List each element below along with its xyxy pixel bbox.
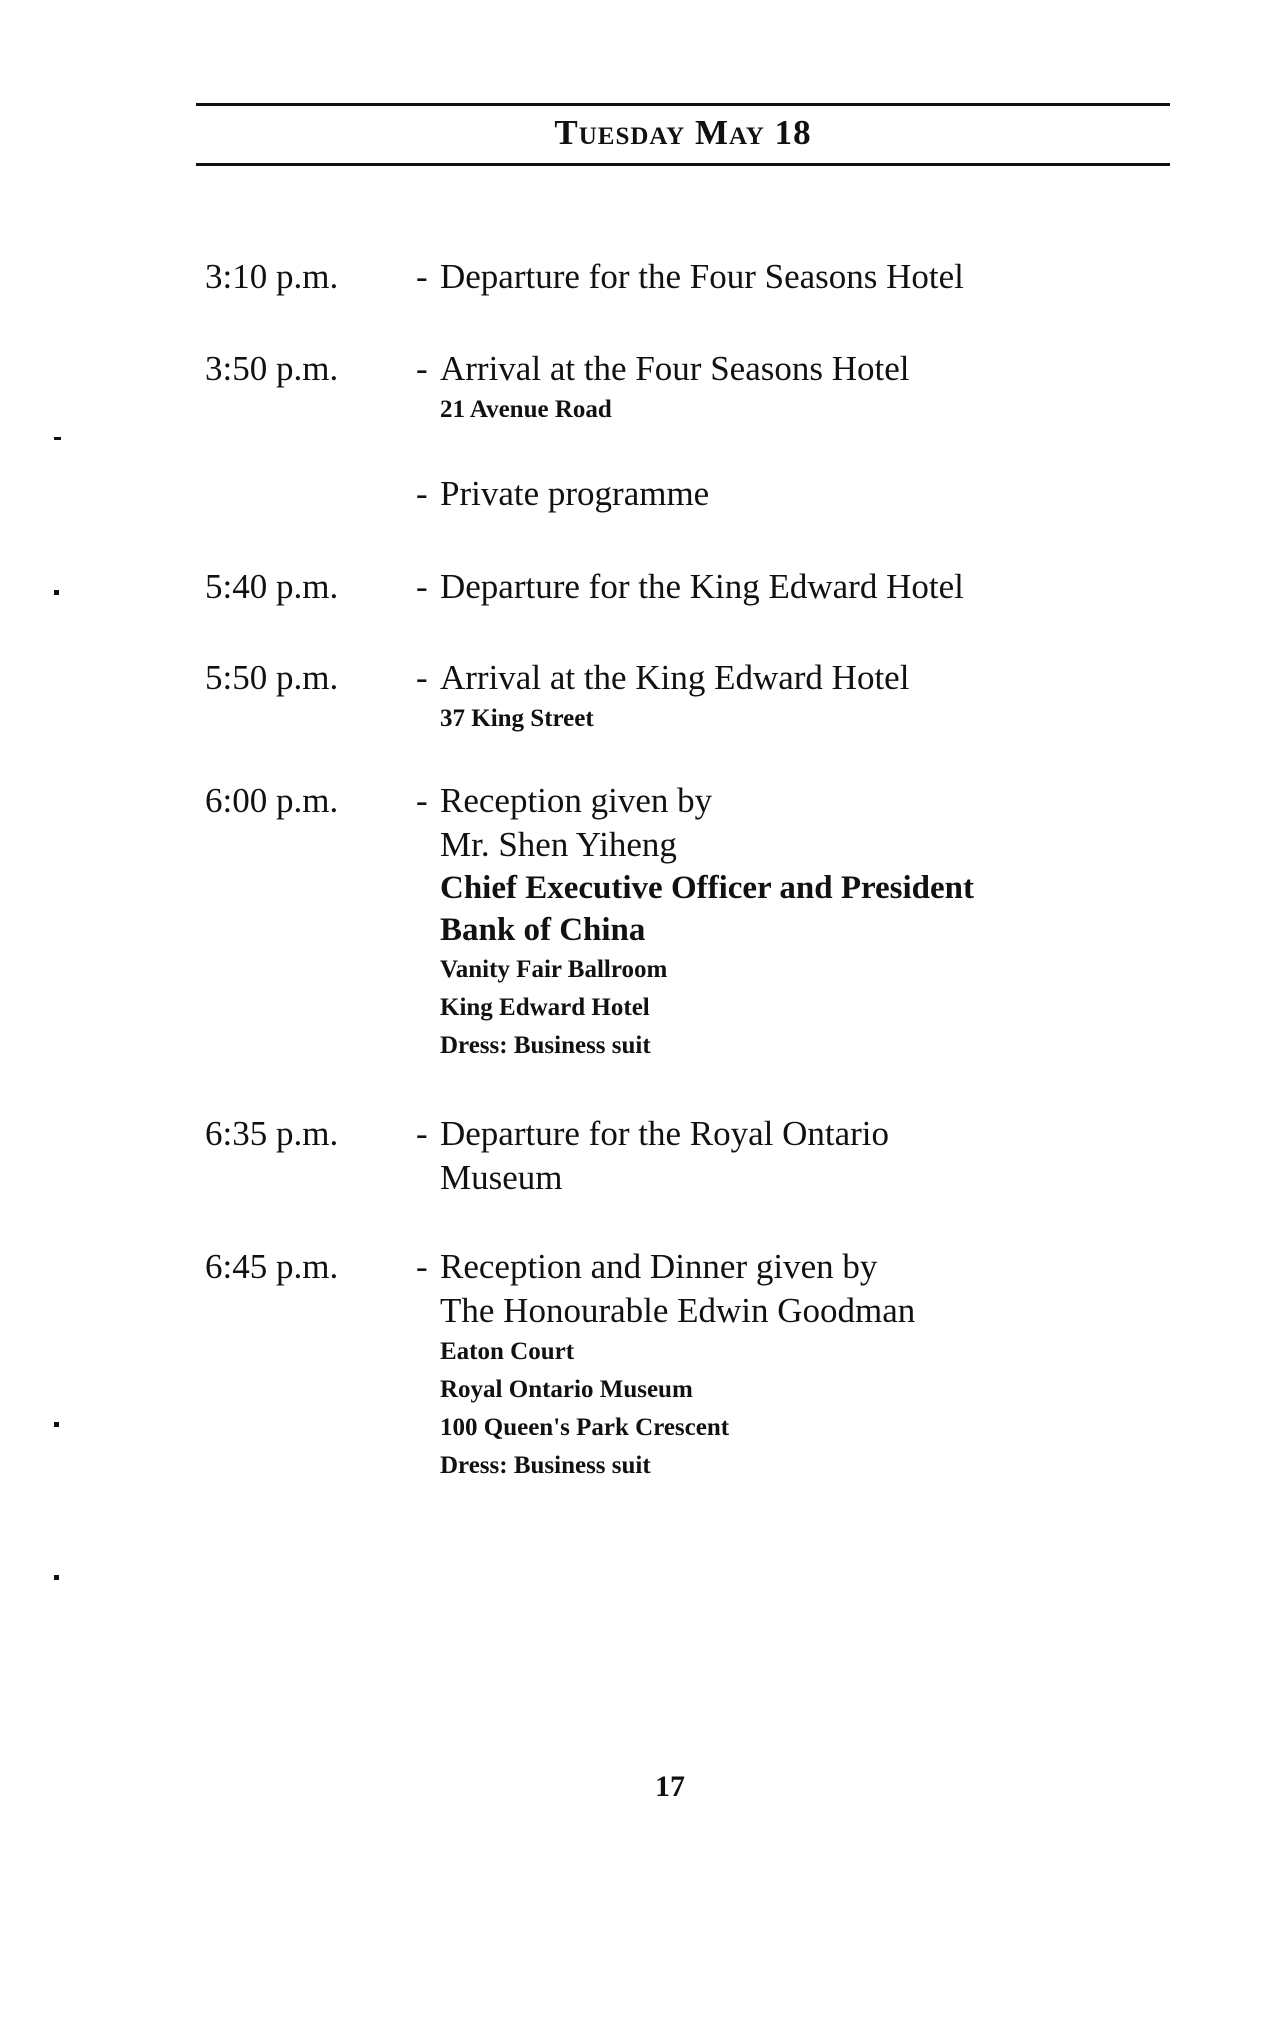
entry-description: Reception and Dinner given by — [440, 1247, 878, 1286]
entry-detail: Royal Ontario Museum — [440, 1376, 693, 1403]
entry-dash: - — [416, 658, 428, 697]
entry-description: Arrival at the Four Seasons Hotel — [440, 349, 910, 388]
scan-speck — [54, 1422, 59, 1427]
entry-detail: Vanity Fair Ballroom — [440, 956, 668, 983]
entry-detail: King Edward Hotel — [440, 994, 650, 1021]
entry-description: Departure for the King Edward Hotel — [440, 567, 964, 606]
entry-time: 3:10 p.m. — [205, 257, 339, 296]
entry-time: 6:35 p.m. — [205, 1114, 339, 1153]
entry-detail: 100 Queen's Park Crescent — [440, 1414, 730, 1441]
entry-dash: - — [416, 567, 428, 606]
entry-detail: 37 King Street — [440, 705, 594, 732]
scan-speck — [54, 437, 61, 440]
entry-dash: - — [416, 1114, 428, 1153]
host-name: The Honourable Edwin Goodman — [440, 1291, 916, 1330]
entry-dash: - — [416, 257, 428, 296]
scan-speck — [54, 1575, 59, 1580]
page-title: Tuesday May 18 — [554, 113, 812, 152]
entry-dash: - — [416, 781, 428, 820]
entry-detail: Dress: Business suit — [440, 1032, 651, 1059]
entry-time: 5:40 p.m. — [205, 567, 339, 606]
entry-description: Departure for the Royal Ontario — [440, 1114, 890, 1153]
entry-description: Museum — [440, 1158, 563, 1197]
entry-description: Reception given by — [440, 781, 713, 820]
entry-dash: - — [416, 1247, 428, 1286]
entry-dash: - — [416, 349, 428, 388]
entry-time: 6:00 p.m. — [205, 781, 339, 820]
entry-time: 6:45 p.m. — [205, 1247, 339, 1286]
scan-speck — [54, 590, 59, 595]
entry-detail: Dress: Business suit — [440, 1452, 651, 1479]
entry-description: Departure for the Four Seasons Hotel — [440, 257, 964, 296]
host-organization: Bank of China — [440, 912, 646, 948]
host-title: Chief Executive Officer and President — [440, 870, 975, 906]
entry-time: 5:50 p.m. — [205, 658, 339, 697]
entry-dash: - — [416, 474, 428, 513]
entry-time: 3:50 p.m. — [205, 349, 339, 388]
header-bottom-rule — [196, 163, 1170, 166]
entry-detail: 21 Avenue Road — [440, 396, 612, 423]
entry-detail: Eaton Court — [440, 1338, 575, 1365]
page-number: 17 — [655, 1770, 685, 1803]
entry-description: Arrival at the King Edward Hotel — [440, 658, 910, 697]
entry-description: Private programme — [440, 474, 710, 513]
host-name: Mr. Shen Yiheng — [440, 825, 677, 864]
